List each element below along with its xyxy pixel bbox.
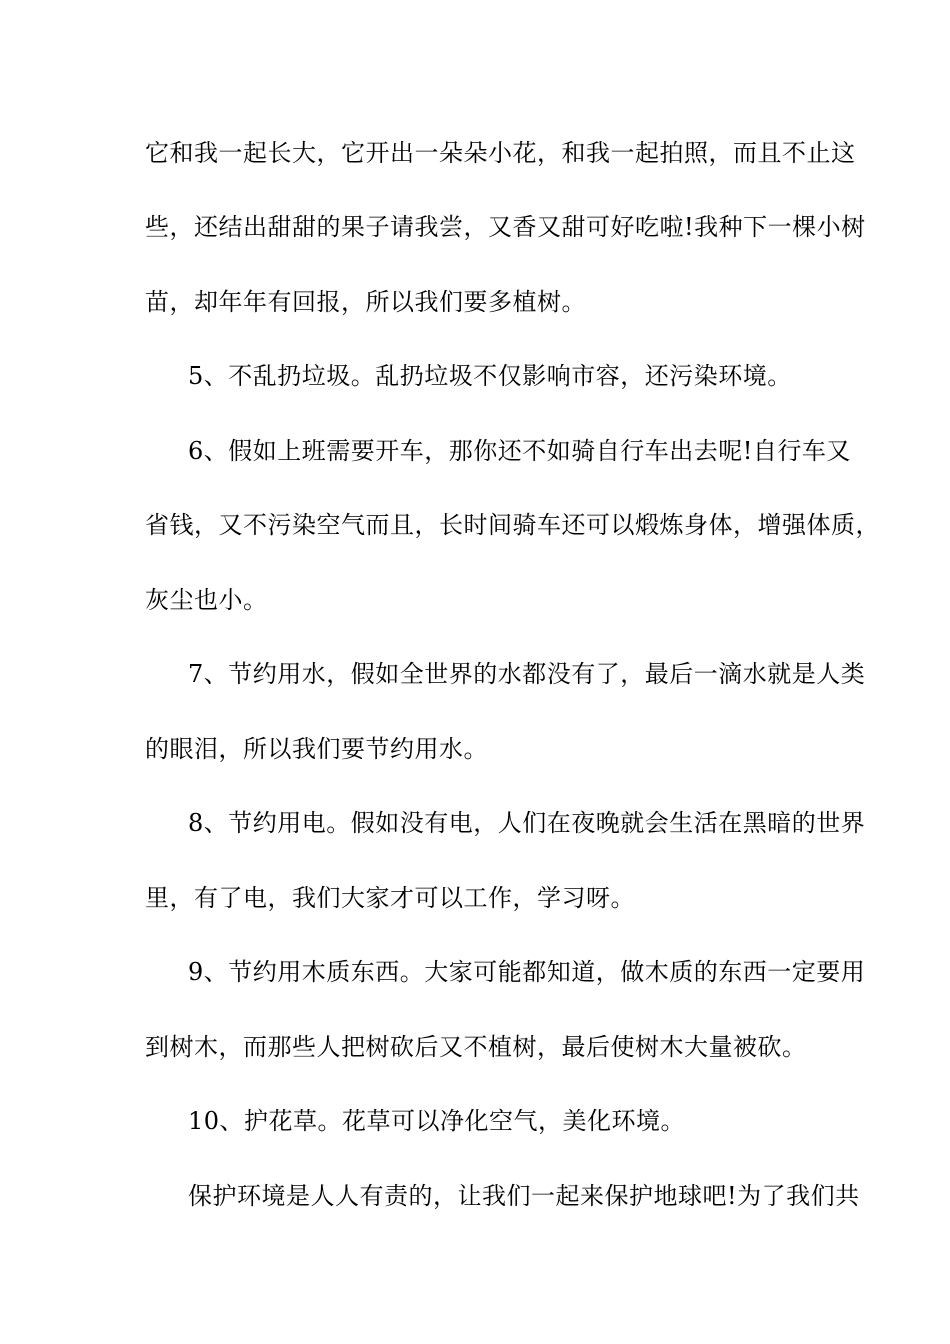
paragraph-line: 省钱，又不污染空气而且，长时间骑车还可以煅炼身体，增强体质，	[145, 511, 880, 539]
paragraph-line: 些，还结出甜甜的果子请我尝，又香又甜可好吃啦!我种下一棵小树	[145, 213, 866, 241]
paragraph-line: 到树木，而那些人把树砍后又不植树，最后使树木大量被砍。	[145, 1033, 807, 1061]
closing-paragraph-line: 保护环境是人人有责的，让我们一起来保护地球吧!为了我们共	[188, 1182, 860, 1210]
list-item-10: 10、护花草。花草可以净化空气，美化环境。	[188, 1107, 686, 1135]
list-item-8: 8、节约用电。假如没有电，人们在夜晚就会生活在黑暗的世界	[188, 809, 866, 837]
paragraph-line: 里，有了电，我们大家才可以工作，学习呀。	[145, 884, 635, 912]
list-item-6: 6、假如上班需要开车，那你还不如骑自行车出去呢!自行车又	[188, 437, 851, 465]
paragraph-line: 它和我一起长大，它开出一朵朵小花，和我一起拍照，而且不止这	[145, 139, 856, 167]
paragraph-line: 苗，却年年有回报，所以我们要多植树。	[145, 288, 586, 316]
list-item-5: 5、不乱扔垃圾。乱扔垃圾不仅影响市容，还污染环境。	[188, 362, 792, 390]
list-item-7: 7、节约用水，假如全世界的水都没有了，最后一滴水就是人类	[188, 660, 866, 688]
paragraph-line: 的眼泪，所以我们要节约用水。	[145, 735, 488, 763]
list-item-9: 9、节约用木质东西。大家可能都知道，做木质的东西一定要用	[188, 958, 866, 986]
paragraph-line: 灰尘也小。	[145, 586, 268, 614]
